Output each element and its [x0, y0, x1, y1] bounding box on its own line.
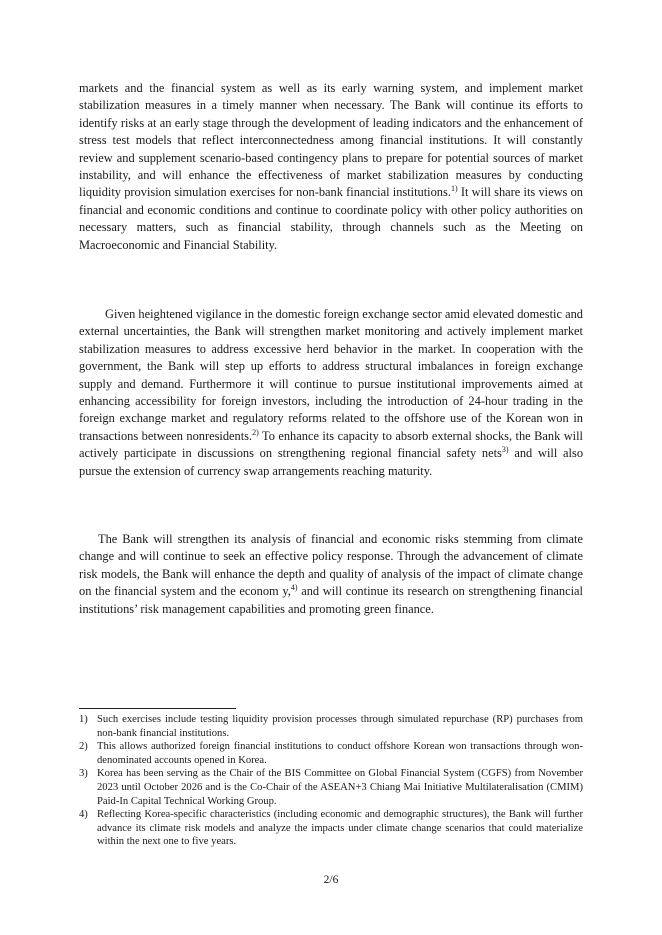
footnote-2 — [79, 740, 583, 767]
paragraph-text: It will share its views on financial and economic conditions and continue to coordinate policy with other policy authorities on necessary matters, such as financial stability, through channels such as the Meeting on Macroeconomic and Financial Stability. — [79, 185, 584, 252]
footnote-ref-2: 2) — [252, 427, 259, 437]
footnote-number: 3) — [79, 768, 88, 780]
footnote-ref-3: 3) — [501, 445, 509, 455]
page-number: 2/6 — [323, 874, 339, 886]
paragraph-foreign-exchange — [79, 306, 583, 480]
footnote-number: 2) — [79, 741, 88, 753]
footnote-ref-1: 1) — [450, 184, 458, 194]
footnote-number: 1) — [79, 714, 88, 725]
footnote-4 — [79, 808, 583, 849]
footnote-text: Korea has been serving as the Chair of the BIS Committee on Global Financial System (CGFS) from November 2023 until October 2026 and is the Co-Chair of the ASEAN+3 Chiang Mai Initiative Multilateralisation (CMIM) Paid-In Capital Technical Working Group. — [97, 768, 583, 807]
paragraph-text: To enhance its capacity to absorb external shocks, the Bank will actively participate in discussions on strengthening regional financial safety nets — [79, 428, 584, 461]
footnote-text: This allows authorized foreign financial institutions to conduct offshore Korean won transactions through won-denominated accounts opened in Korea. — [97, 741, 583, 766]
paragraph-text: and will continue its research on strengthening financial institutions’ risk management capabilities and promoting green finance. — [79, 584, 583, 616]
paragraph-climate-risk — [79, 531, 583, 618]
paragraph-text: The Bank will strengthen its analysis of financial and economic risks stemming from climate change and will continue to seek an effective policy response. Through the advancement of climate risk models, the Bank will enhance the depth and quality of analysis of the impact of climate change on the financial system and the econom y, — [79, 532, 583, 599]
footnote-1 — [79, 713, 583, 740]
paragraph-market-stabilization — [79, 80, 583, 254]
footnotes — [79, 713, 583, 849]
paragraph-text: Given heightened vigilance in the domestic foreign exchange sector amid elevated domestic and external uncertainties, the Bank will strengthen market monitoring and actively implement market stabilization measures to address excessive herd behavior in the market. In cooperation with the government, the Bank will step up efforts to address structural imbalances in foreign exchange supply and demand. Furthermore it will continue to pursue institutional improvements aimed at enhancing accessibility for foreign investors, including the introduction of 24-hour trading in the foreign exchange market and regulatory reforms related to the offshore use of the Korean won in transactions between nonresidents. — [79, 307, 583, 443]
footnote-text: Reflecting Korea-specific characteristics (including economic and demographic structures), the Bank will further advance its climate risk models and analyze the impacts under climate change scenarios that could materialize within the next one to five years. — [97, 809, 583, 848]
footnote-ref-4: 4) — [290, 583, 298, 593]
paragraph-text: and will also pursue the extension of currency swap arrangements reaching maturity. — [79, 446, 584, 478]
footnote-separator — [79, 708, 236, 709]
footnote-3 — [79, 767, 583, 808]
footnote-text: Such exercises include testing liquidity provision processes through simulated repurchase (RP) purchases from non-bank financial institutions. — [97, 714, 583, 739]
footnote-number: 4) — [79, 809, 88, 821]
paragraph-text: markets and the financial system as well as its early warning system, and implement market stabilization measures in a timely manner when necessary. The Bank will continue its efforts to identify risks at an early stage through the development of leading indicators and the enhancement of stress test models that reflect interconnectedness among financial institutions. It will constantly review and supplement scenario-based contingency plans to prepare for potential sources of market instability, and will enhance the effectiveness of market stabilization measures by conducting liquidity provision simulation exercises for non-bank financial institutions. — [79, 81, 583, 200]
